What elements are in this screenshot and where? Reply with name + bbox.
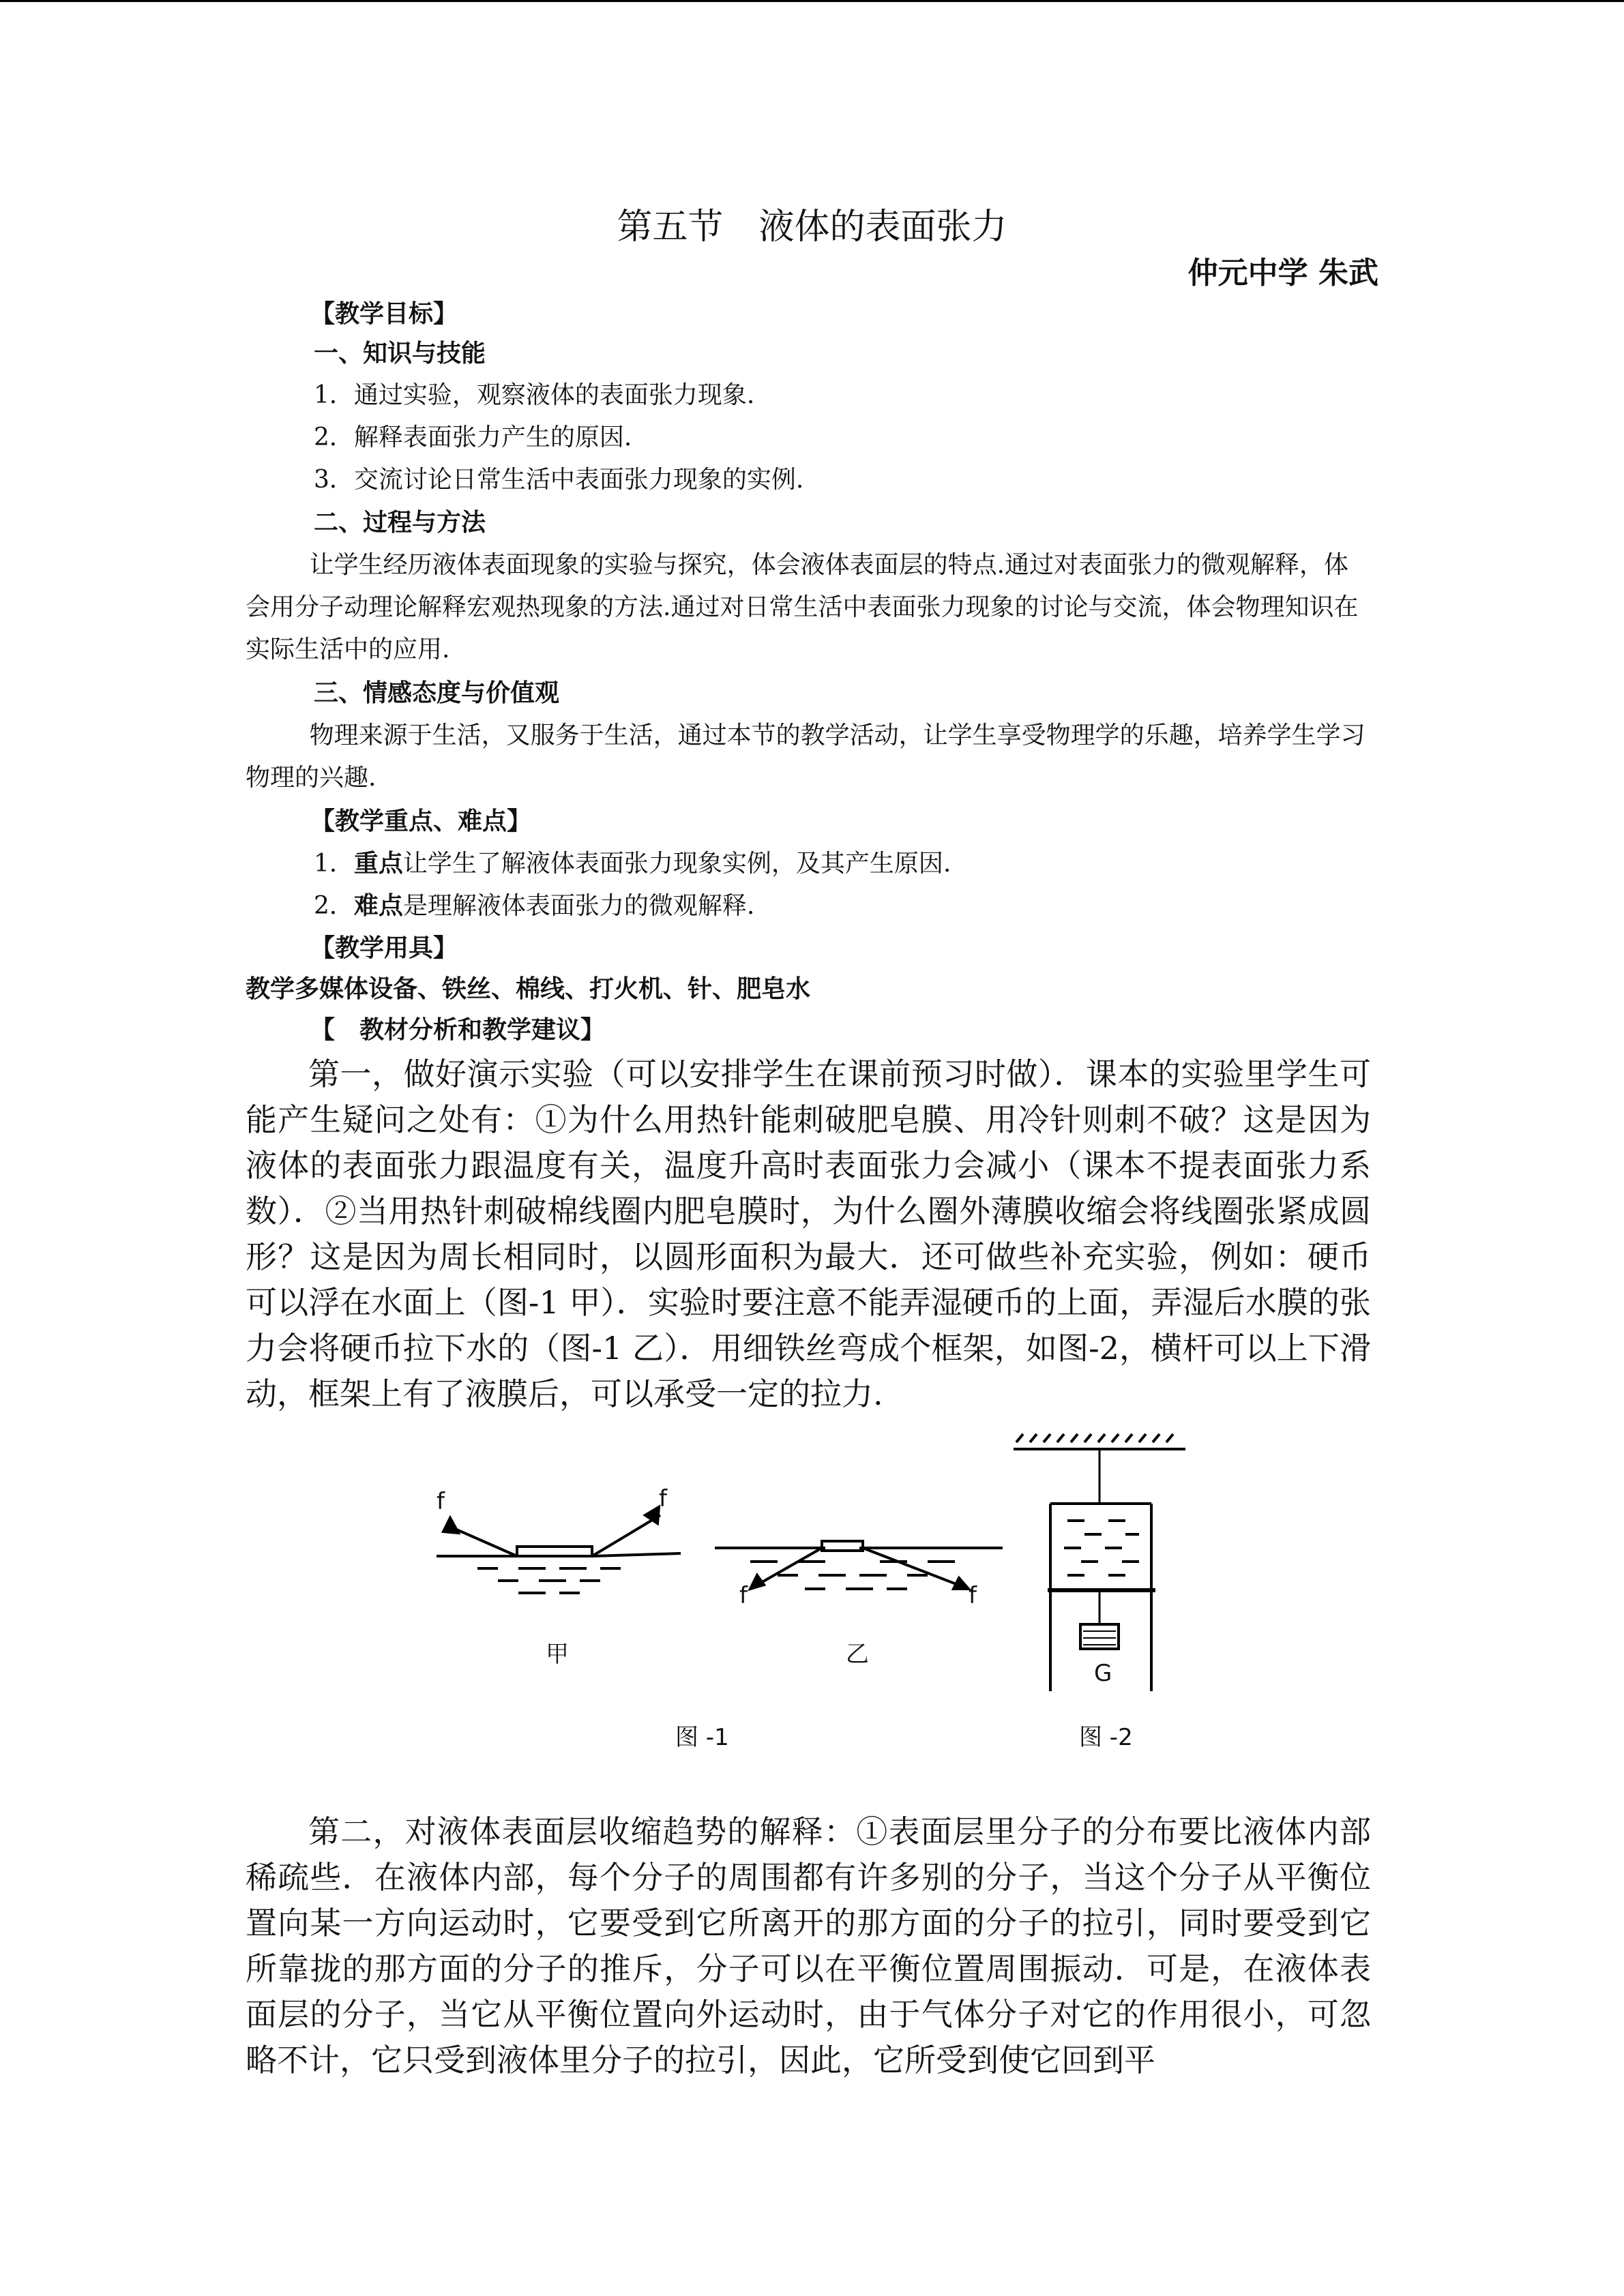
page-title: 第五节 液体的表面张力 [617,207,1007,248]
knowledge-item-1: 1．通过实验，观察液体的表面张力现象. [314,381,755,409]
jia-arrow-left [443,1518,458,1533]
yi-label: 乙 [846,1641,869,1668]
jia-arrow-right [645,1507,659,1523]
tools-heading: 【教学用具】 [310,934,458,962]
knowledge-item-2: 2．解释表面张力产生的原因. [314,423,632,451]
emotion-heading: 三、情感态度与价值观 [314,679,560,707]
figure-2-frame [1014,1434,1185,1691]
yi-force-label-right: f [969,1582,977,1609]
analysis-paragraph-2: 第二，对液体表面层收缩趋势的解释：①表面层里分子的分布要比液体内部稀疏些．在液体内部，每个分子的周围都有许多别的分子，当这个分子从平衡位置向某一方向运动时，它要受到它所离开的那方面的分子的拉引，同时要受到它所靠拢的那方面的分子的推斥，分子可以在平衡位置周围振动．可是，在液体表面层的分子，当它从平衡位置向外运动时，由于气体分子对它的作用很小，可忽略不计，它只受到液体里分子的拉引，因此，它所受到使它回到平 [246,1813,1371,2078]
ceiling-hatching [1016,1434,1173,1442]
yi-force-right [863,1548,969,1589]
knowledge-heading: 一、知识与技能 [314,339,486,368]
yi-force-label-left: f [739,1582,748,1609]
jia-force-label-left: f [437,1488,445,1515]
objectives-heading: 【教学目标】 [310,299,458,328]
process-heading: 二、过程与方法 [314,508,486,537]
jia-coin [517,1547,592,1556]
emotion-paragraph: 物理来源于生活，又服务于生活，通过本节的教学活动，让学生享受物理学的乐趣，培养学生学习物理的兴趣. [246,721,1365,792]
keypoints-heading: 【教学重点、难点】 [310,807,532,835]
weight-label: G [1094,1660,1112,1687]
yi-coin [822,1541,863,1551]
jia-label: 甲 [546,1641,569,1668]
film-hatching [1064,1521,1139,1575]
yi-arrow-right [954,1578,969,1589]
jia-force-right [592,1515,660,1556]
tools-list: 教学多媒体设备、铁丝、棉线、打火机、针、肥皂水 [246,974,811,1003]
process-paragraph: 让学生经历液体表面现象的实验与探究，体会液体表面层的特点.通过对表面张力的微观解释，体会用分子动理论解释宏观热现象的方法.通过对日常生活中表面张力现象的讨论与交流，体会物理知识在实际生活中的应用. [246,551,1359,664]
keypoint-2-num: 2． [314,892,354,920]
keypoint-1-num: 1． [314,850,354,878]
yi-water-hatching [750,1562,955,1589]
jia-water-right [592,1553,681,1556]
keypoint-1-text: 让学生了解液体表面张力现象实例，及其产生原因. [402,850,951,878]
knowledge-item-3: 3．交流讨论日常生活中表面张力现象的实例. [314,466,804,494]
weight-hatching [1083,1631,1116,1645]
figure-1-caption: 图 -1 [675,1724,729,1751]
keypoint-2-label: 难点 [353,891,403,920]
jia-force-left [449,1526,517,1556]
jia-force-label-right: f [659,1485,667,1512]
analysis-heading: 【 教材分析和教学建议】 [310,1015,606,1044]
keypoint-1-label: 重点 [353,849,403,878]
figure-2-caption: 图 -2 [1079,1724,1133,1751]
keypoint-2-text: 是理解液体表面张力的微观解释. [402,892,755,920]
figure-1-jia [437,1507,681,1593]
jia-water-hatching [477,1568,621,1593]
author: 仲元中学 朱武 [1187,256,1378,290]
yi-arrow-left [750,1575,764,1589]
figure-1-yi [715,1541,1003,1589]
analysis-paragraph-1: 第一，做好演示实验（可以安排学生在课前预习时做）．课本的实验里学生可能产生疑问之处有：①为什么用热针能刺破肥皂膜、用冷针则刺不破？这是因为液体的表面张力跟温度有关，温度升高时表面张力会减小（课本不提表面张力系数）．②当用热针刺破棉线圈内肥皂膜时，为什么圈外薄膜收缩会将线圈张紧成圆形？这是因为周长相同时，以圆形面积为最大．还可做些补充实验，例如：硬币可以浮在水面上（图-1 甲）．实验时要注意不能弄湿硬币的上面，弄湿后水膜的张力会将硬币拉下水的（图-1 乙）．用细铁丝弯成个框架，如图-2，横杆可以上下滑动，框架上有了液膜后，可以承受一定的拉力. [246,1056,1371,1412]
